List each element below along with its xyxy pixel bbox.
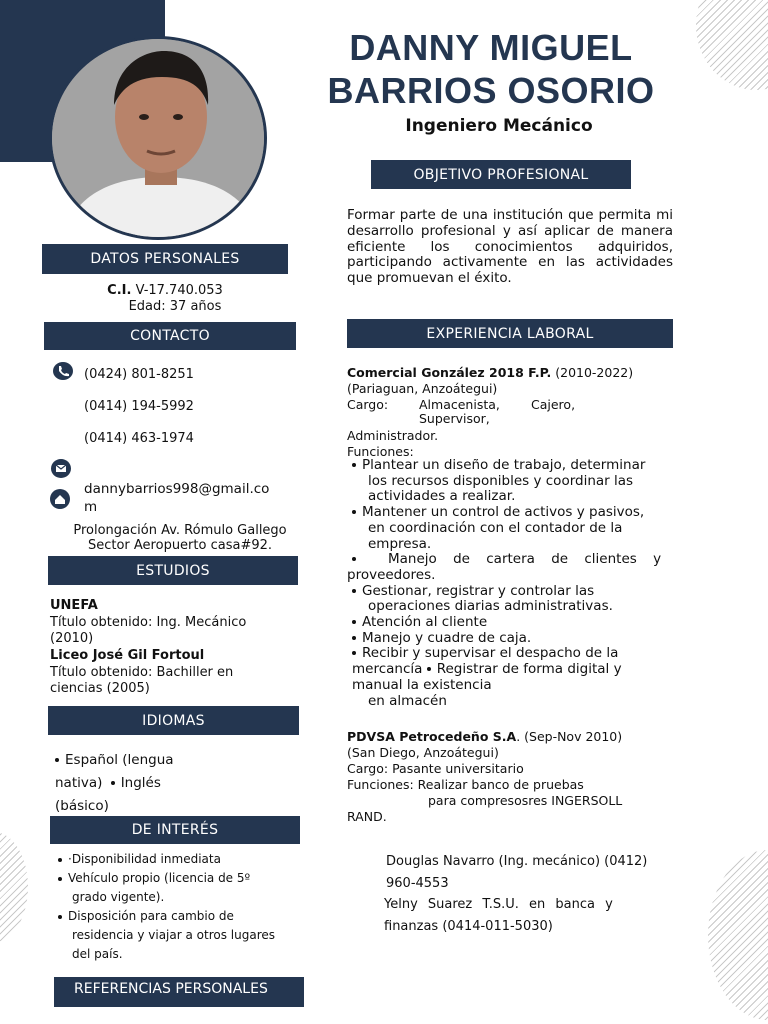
job-2-funciones-cont-2: RAND.	[347, 809, 387, 824]
section-referencias-label: REFERENCIAS PERSONALES	[74, 981, 268, 997]
phone-3: (0414) 463-1974	[84, 431, 194, 446]
section-contacto: CONTACTO	[44, 322, 296, 350]
job-1-functions	[347, 457, 674, 709]
interest-list	[58, 850, 308, 964]
job-2-dates: . (Sep-Nov 2010)	[516, 729, 623, 744]
name-line-1: DANNY MIGUEL	[349, 27, 633, 68]
function-7-cont: mercancía	[352, 661, 423, 678]
email-address[interactable]	[84, 480, 269, 516]
job-2-company: PDVSA Petrocedeño S.A	[347, 729, 517, 744]
bullet	[58, 858, 62, 862]
bullet	[58, 877, 62, 881]
reference-2: Yelny Suarez T.S.U. en banca y	[384, 897, 613, 912]
bullet	[352, 651, 356, 655]
title-1-line-2: (2010)	[50, 631, 94, 646]
job-1-cargo-d: Administrador.	[347, 428, 439, 443]
bullet	[427, 667, 431, 671]
reference-2-cont: finanzas (0414-011-5030)	[384, 918, 553, 934]
function-6: Manejo y cuadre de caja.	[362, 629, 532, 646]
bullet	[352, 557, 356, 561]
bullet	[352, 589, 356, 593]
function-2-cont-2: empresa.	[368, 535, 432, 552]
email-line-1: dannybarrios998@gmail.co	[84, 481, 270, 497]
job-1	[347, 365, 677, 460]
section-experiencia: EXPERIENCIA LABORAL	[347, 319, 673, 348]
job-1-cargo-b: Cajero,	[531, 397, 576, 412]
function-1: Plantear un diseño de trabajo, determinar	[362, 457, 646, 473]
function-3-cont: proveedores.	[347, 566, 436, 583]
language-2-cont: (básico)	[55, 798, 109, 814]
function-1-cont-2: actividades a realizar.	[368, 488, 516, 505]
language-2: Inglés	[120, 775, 161, 791]
function-3: Manejo de cartera de clientes y	[388, 551, 662, 568]
title-2-line-2: ciencias (2005)	[50, 681, 150, 696]
ci-line	[42, 283, 288, 299]
title-2-line-1: Título obtenido: Bachiller en	[50, 665, 234, 680]
reference-1-cont: 960-4553	[386, 875, 449, 891]
function-8: Registrar de forma digital y	[436, 661, 622, 678]
interest-3-cont: residencia y viajar a otros lugares	[72, 928, 275, 942]
age: Edad: 37 años	[128, 299, 222, 314]
section-referencias	[54, 977, 304, 1007]
school-2: Liceo José Gil Fortoul	[50, 648, 205, 663]
interest-3: Disposición para cambio de	[68, 909, 234, 923]
function-2-cont: en coordinación con el contador de la	[368, 519, 623, 536]
interest-2-cont: grado vigente).	[72, 890, 165, 904]
function-5: Atención al cliente	[362, 614, 488, 631]
job-1-cargo-c: Supervisor,	[419, 411, 490, 426]
phone-1: (0424) 801-8251	[84, 367, 194, 382]
references-list	[386, 851, 666, 937]
job-2-funciones-cont: para compresosres INGERSOLL	[428, 793, 623, 808]
job-1-dates: (2010-2022)	[555, 365, 634, 380]
title-1-line-1: Título obtenido: Ing. Mecánico	[50, 615, 247, 630]
bullet	[352, 510, 356, 514]
interest-1: ·Disponibilidad inmediata	[68, 852, 221, 866]
ci-value: V-17.740.053	[135, 283, 223, 298]
decorative-stripes-bottom-left	[0, 832, 28, 942]
decorative-stripes-top-right	[696, 0, 768, 90]
ci-label: C.I.	[107, 283, 132, 298]
profession-title: Ingeniero Mecánico	[405, 116, 593, 136]
language-list	[55, 749, 174, 818]
job-1-funciones: Funciones:	[347, 444, 414, 459]
home-icon	[50, 489, 70, 509]
job-1-location: (Pariaguan, Anzoátegui)	[347, 381, 498, 396]
section-datos-personales: DATOS PERSONALES	[42, 244, 288, 274]
address-line-2: Sector Aeropuerto casa#92.	[87, 538, 273, 553]
email-line-2: m	[84, 499, 98, 515]
interest-2: Vehículo propio (licencia de 5º	[68, 871, 251, 885]
education-list	[50, 598, 300, 697]
job-2-funciones: Funciones: Realizar banco de pruebas	[347, 777, 584, 792]
bullet	[58, 915, 62, 919]
job-2-location: (San Diego, Anzoátegui)	[347, 745, 499, 760]
name-line-2: BARRIOS OSORIO	[327, 70, 655, 111]
job-1-cargo-label: Cargo:	[347, 397, 389, 412]
decorative-stripes-bottom-right	[708, 850, 768, 1020]
bullet	[352, 636, 356, 640]
objective-text: Formar parte de una institución que permita mi desarrollo profesional y así aplicar de manera eficiente los conocimientos adquiridos, participando activamente en las actividades que promuevan el éxito.	[347, 207, 673, 287]
job-1-cargo-a: Almacenista,	[419, 397, 500, 412]
job-1-company: Comercial González 2018 F.P.	[347, 365, 552, 380]
address	[60, 523, 300, 553]
function-2: Mantener un control de activos y pasivos,	[362, 504, 645, 521]
section-idiomas: IDIOMAS	[48, 706, 299, 735]
section-de-interes: DE INTERÉS	[50, 816, 300, 844]
language-1-cont: nativa)	[55, 775, 103, 791]
name-heading	[316, 26, 666, 112]
reference-1: Douglas Navarro (Ing. mecánico) (0412)	[386, 854, 648, 869]
section-objetivo: OBJETIVO PROFESIONAL	[371, 160, 631, 189]
address-line-1: Prolongación Av. Rómulo Gallego	[73, 523, 287, 538]
job-2	[347, 729, 677, 825]
bullet	[55, 758, 59, 762]
interest-3-cont-2: del país.	[72, 947, 123, 961]
phone-2: (0414) 194-5992	[84, 399, 194, 414]
function-4-cont: operaciones diarias administrativas.	[368, 598, 613, 615]
function-1-cont: los recursos disponibles y coordinar las	[368, 472, 634, 489]
bullet	[352, 620, 356, 624]
email-icon	[51, 459, 71, 478]
bullet	[352, 463, 356, 467]
school-1: UNEFA	[50, 598, 98, 613]
function-8-cont-2: en almacén	[368, 692, 447, 709]
job-2-cargo: Cargo: Pasante universitario	[347, 761, 524, 776]
section-estudios: ESTUDIOS	[48, 556, 298, 585]
language-1: Español (lengua	[65, 752, 174, 768]
bullet	[111, 781, 115, 785]
function-8-cont: manual la existencia	[352, 676, 492, 693]
function-7: Recibir y supervisar el despacho de la	[362, 645, 619, 662]
profile-photo	[49, 36, 267, 240]
function-4: Gestionar, registrar y controlar las	[362, 582, 595, 599]
person-avatar-icon	[52, 39, 267, 240]
phone-icon	[53, 362, 73, 380]
